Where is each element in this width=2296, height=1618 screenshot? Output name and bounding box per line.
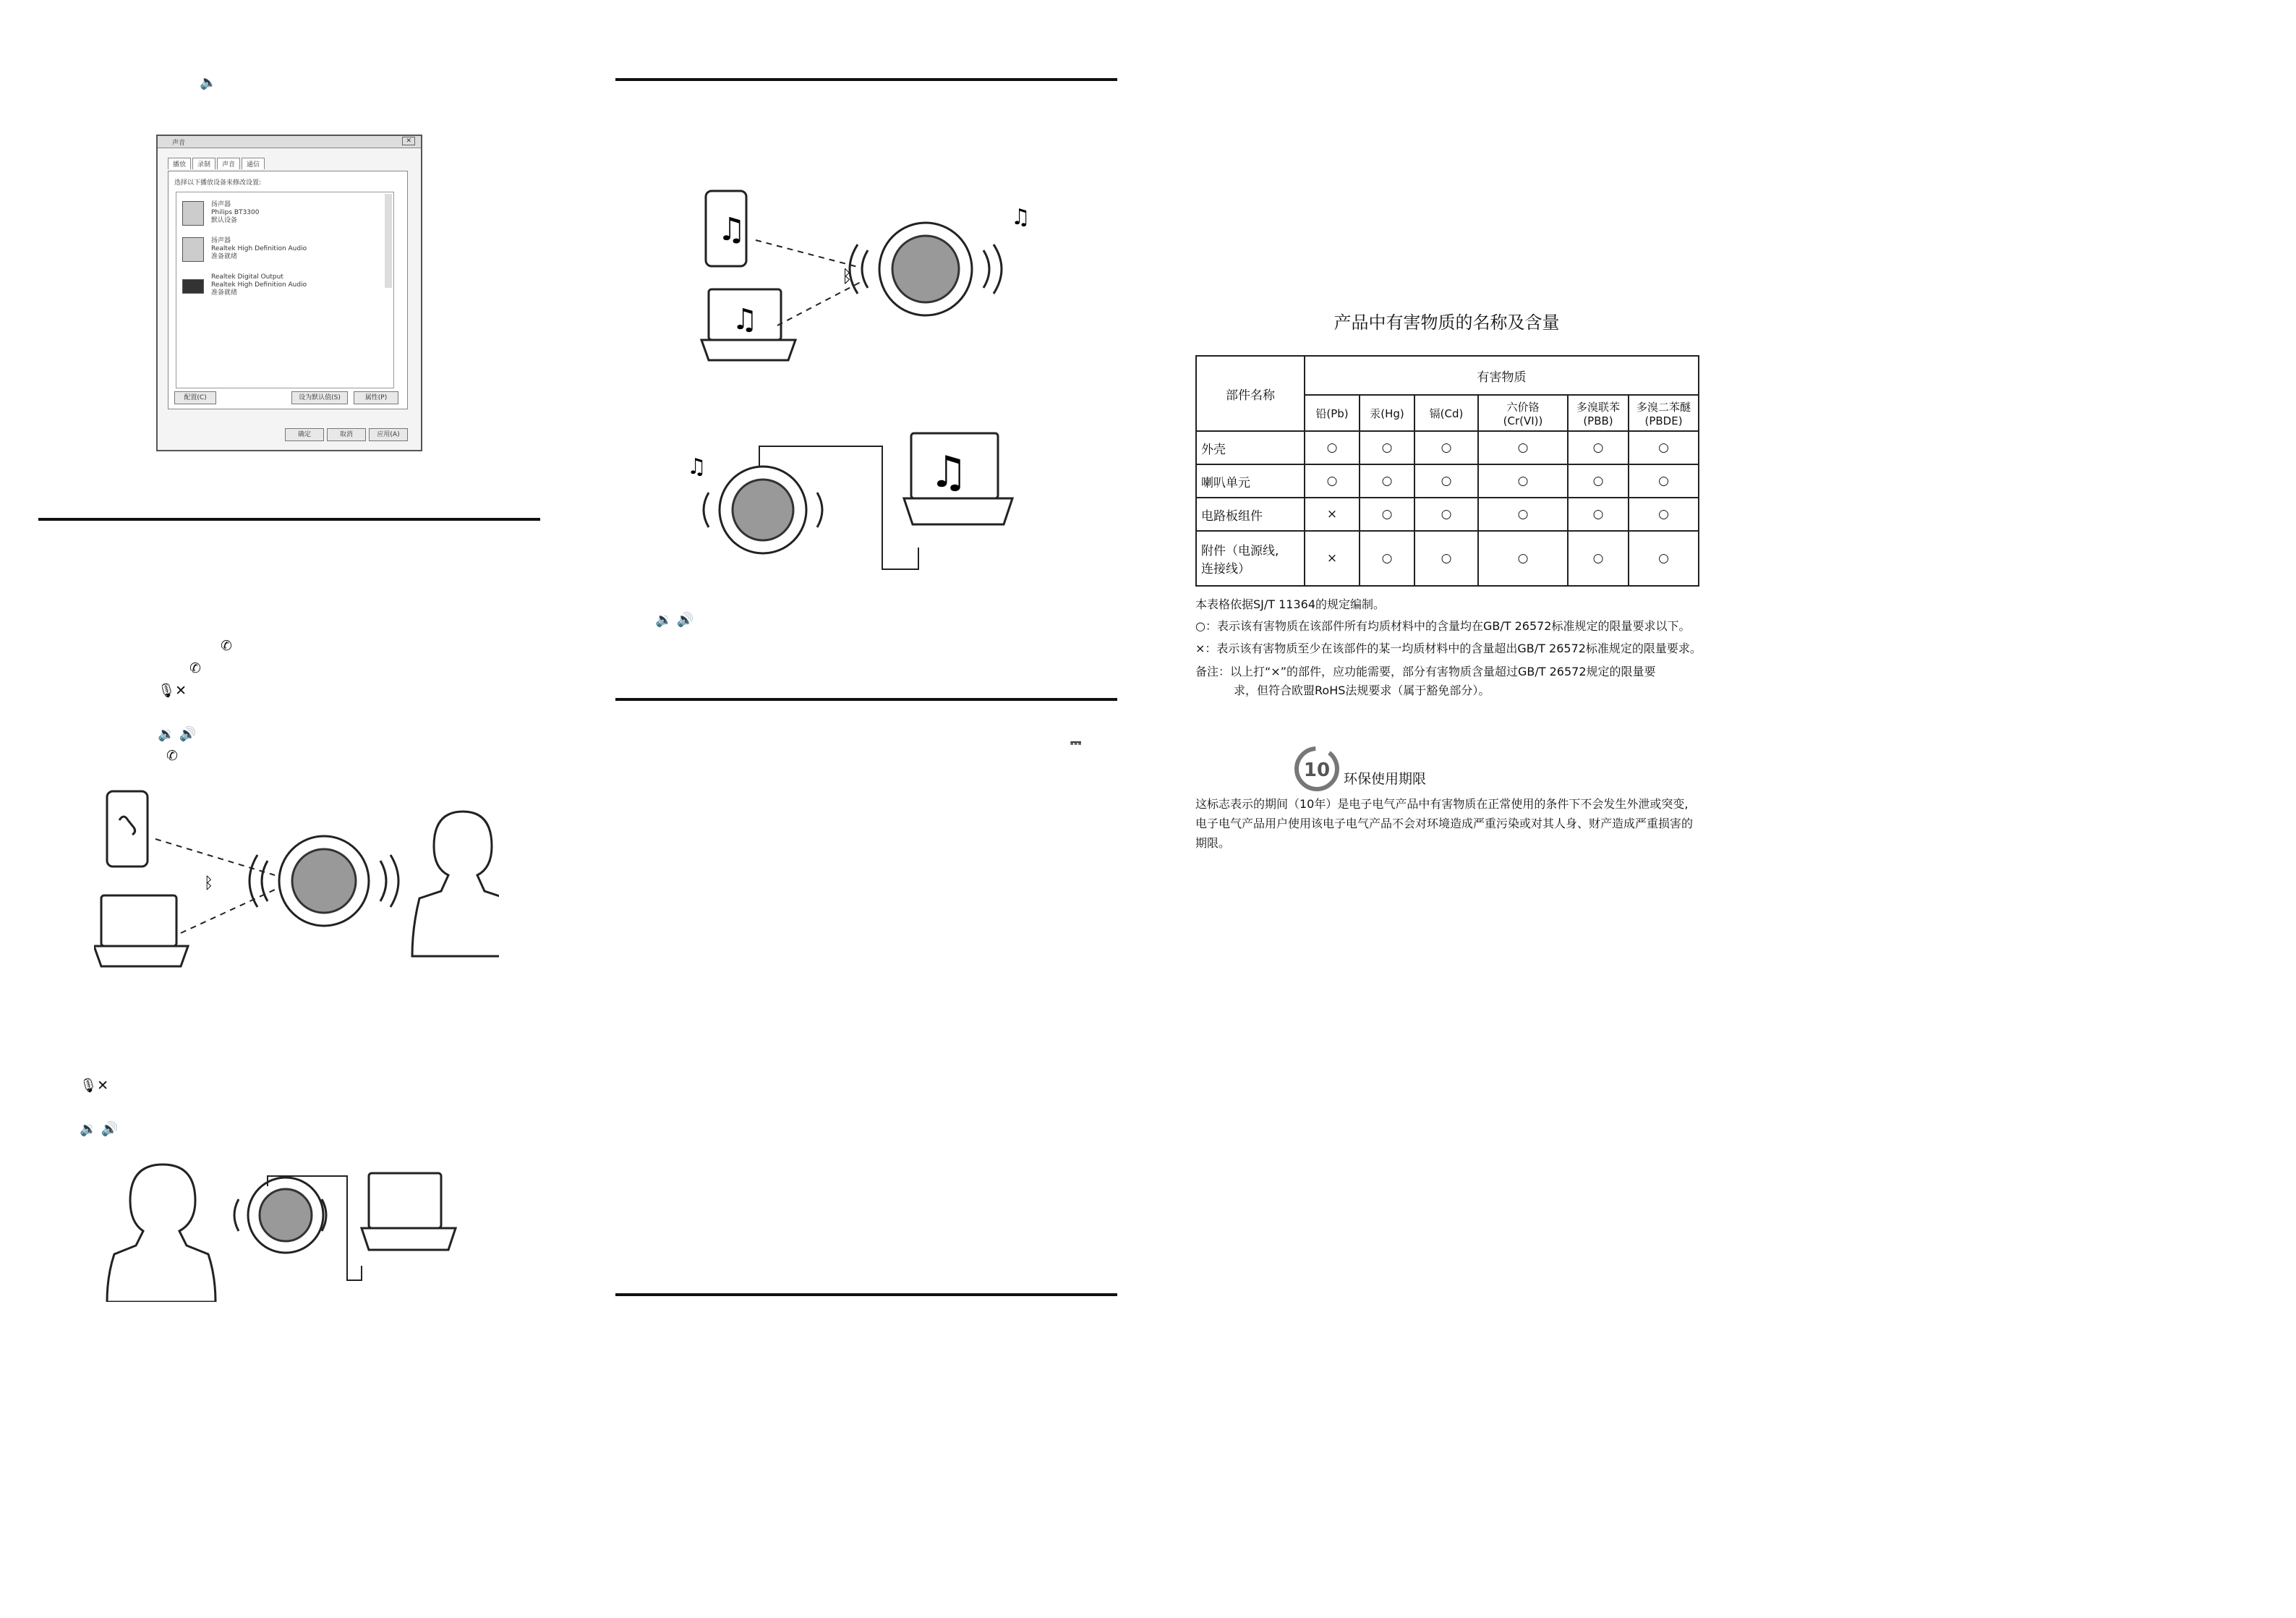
bluetooth-icon: ᛒ [842, 266, 853, 286]
tab-sounds[interactable]: 声音 [217, 158, 240, 169]
eco-description: 这标志表示的期间（10年）是电子电气产品中有害物质在正常使用的条件下不会发生外泄或突变, [1195, 797, 1689, 811]
device-item[interactable] [182, 198, 370, 230]
value-cell: ○ [1478, 464, 1568, 498]
music-note-icon: ♫ [687, 454, 707, 480]
value-cell: ○ [1305, 464, 1360, 498]
column-hazardous-group: 有害物质 [1305, 356, 1699, 395]
value-cell: ○ [1568, 431, 1629, 464]
list-scrollbar[interactable] [385, 194, 392, 288]
sound-settings-dialog [156, 135, 422, 451]
value-cell: ○ [1414, 498, 1478, 531]
value-cell: ○ [1478, 498, 1568, 531]
value-cell: ○ [1629, 531, 1699, 586]
apply-button[interactable]: 应用(A) [369, 428, 408, 441]
music-bluetooth-illustration [687, 188, 1034, 376]
substance-header: 多溴联苯 (PBB) [1568, 395, 1629, 431]
volume-icons: 🔉 🔊 [80, 1121, 119, 1137]
speaker-icon: 🔈 [200, 74, 217, 90]
dc-power-icon: ⎓ [1070, 735, 1082, 751]
value-cell: ○ [1305, 431, 1360, 464]
table-title: 产品中有害物质的名称及含量 [1333, 312, 1560, 333]
music-note-icon: ♫ [929, 447, 968, 498]
part-name-cell: 外壳 [1196, 431, 1305, 464]
value-cell: ○ [1360, 498, 1414, 531]
music-note-icon: ♫ [717, 211, 746, 248]
value-cell: ○ [1414, 531, 1478, 586]
device-name: 扬声器 [211, 237, 231, 244]
tab-communications[interactable]: 通信 [242, 158, 265, 169]
eco-period-label: 环保使用期限 [1344, 771, 1427, 787]
set-default-button[interactable]: 设为默认值(S) [291, 391, 348, 404]
music-note-icon: ♫ [732, 303, 758, 336]
value-cell: ○ [1414, 464, 1478, 498]
device-name: 扬声器 [211, 201, 231, 208]
call-illustration [94, 788, 499, 976]
value-cell: ○ [1629, 464, 1699, 498]
eco-description: 电子电气产品用户使用该电子电气产品不会对环境造成严重污染或对其人身、财产造成严重损害的 [1195, 817, 1694, 830]
section-divider [615, 1293, 1117, 1296]
digital-output-icon [182, 279, 204, 294]
value-cell: ○ [1414, 431, 1478, 464]
volume-icons: 🔉 🔊 [158, 726, 197, 742]
call-icon: ✆ [189, 660, 201, 676]
table-note: 备注：以上打“×”的部件，应功能需要，部分有害物质含量超过GB/T 26572规定的限量要 [1195, 665, 1656, 678]
wired-call-illustration [101, 1157, 492, 1302]
table-note: 本表格依据SJ/T 11364的规定编制。 [1195, 597, 1386, 611]
music-note-icon: ♫ [1011, 205, 1030, 230]
value-cell: ○ [1360, 464, 1414, 498]
playback-panel [168, 171, 408, 409]
hazardous-substance-table [1195, 355, 1699, 587]
mic-mute-icon: 🎙✕ [158, 683, 187, 699]
substance-header: 汞(Hg) [1360, 395, 1414, 431]
speaker-device-icon [182, 201, 204, 226]
device-list [176, 192, 394, 388]
cancel-button[interactable]: 取消 [327, 428, 366, 441]
section-divider [615, 698, 1117, 701]
laptop-icon [369, 1173, 441, 1228]
value-cell: ○ [1478, 431, 1568, 464]
call-icon: ✆ [166, 748, 178, 764]
part-name-cell: 喇叭单元 [1196, 464, 1305, 498]
device-status: 准备就绪 [211, 289, 238, 297]
table-row [1196, 531, 1699, 586]
dialog-tabs [168, 158, 266, 169]
person-icon [107, 1164, 215, 1302]
substance-header: 多溴二苯醚 (PBDE) [1629, 395, 1699, 431]
device-item[interactable] [182, 234, 370, 266]
close-icon[interactable]: ✕ [402, 137, 415, 145]
device-status: 默认设备 [211, 217, 238, 224]
phone-icon [107, 791, 148, 867]
device-status: 准备就绪 [211, 253, 238, 260]
value-cell: ○ [1360, 531, 1414, 586]
substance-header: 六价铬 (Cr(VI)) [1478, 395, 1568, 431]
substance-header: 镉(Cd) [1414, 395, 1478, 431]
device-driver: Realtek High Definition Audio [211, 281, 307, 289]
svg-text:10: 10 [1303, 759, 1331, 781]
device-item[interactable] [182, 271, 370, 302]
speaker-device-icon [182, 237, 204, 262]
table-row [1196, 464, 1699, 498]
table-row [1196, 431, 1699, 464]
value-cell: ○ [1629, 498, 1699, 531]
value-cell: ○ [1568, 464, 1629, 498]
device-driver: Realtek High Definition Audio [211, 245, 307, 252]
dialog-instruction: 选择以下播放设备来修改设置: [174, 179, 262, 187]
properties-button[interactable]: 属性(P) [354, 391, 398, 404]
mic-mute-icon: 🎙✕ [80, 1078, 109, 1094]
eco-description: 期限。 [1195, 836, 1231, 850]
value-cell: ○ [1568, 531, 1629, 586]
value-cell: ○ [1629, 431, 1699, 464]
column-part-name: 部件名称 [1196, 356, 1305, 431]
device-name: Realtek Digital Output [211, 273, 283, 281]
substance-header: 铅(Pb) [1305, 395, 1360, 431]
call-icon: ✆ [221, 638, 232, 654]
laptop-icon [101, 895, 176, 946]
table-row [1196, 498, 1699, 531]
table-note: ×：表示该有害物质至少在该部件的某一均质材料中的含量超出GB/T 26572标准规定的限量要求。 [1195, 642, 1702, 655]
section-divider [615, 78, 1117, 81]
configure-button[interactable]: 配置(C) [174, 391, 216, 404]
dialog-titlebar [158, 136, 421, 148]
value-cell: ○ [1360, 431, 1414, 464]
dialog-title: 声音 [172, 140, 186, 147]
part-name-cell: 附件（电源线, 连接线） [1196, 531, 1305, 586]
bluetooth-icon: ᛒ [204, 874, 214, 893]
value-cell: ○ [1568, 498, 1629, 531]
person-icon [412, 812, 499, 956]
value-cell: × [1305, 498, 1360, 531]
ok-button[interactable]: 确定 [285, 428, 324, 441]
tab-recording[interactable]: 录制 [192, 158, 215, 169]
table-note: 求，但符合欧盟RoHS法规要求（属于豁免部分）。 [1234, 684, 1490, 697]
music-wired-illustration [680, 430, 1056, 575]
device-driver: Philips BT3300 [211, 209, 260, 216]
part-name-cell: 电路板组件 [1196, 498, 1305, 531]
volume-icons: 🔉 🔊 [655, 612, 694, 628]
tab-playback[interactable]: 播放 [168, 158, 191, 169]
value-cell: ○ [1478, 531, 1568, 586]
eco-period-icon [1293, 745, 1341, 793]
table-note: ○：表示该有害物质在该部件所有均质材料中的含量均在GB/T 26572标准规定的限量要求以下。 [1195, 619, 1691, 633]
value-cell: × [1305, 531, 1360, 586]
section-divider [38, 518, 540, 521]
